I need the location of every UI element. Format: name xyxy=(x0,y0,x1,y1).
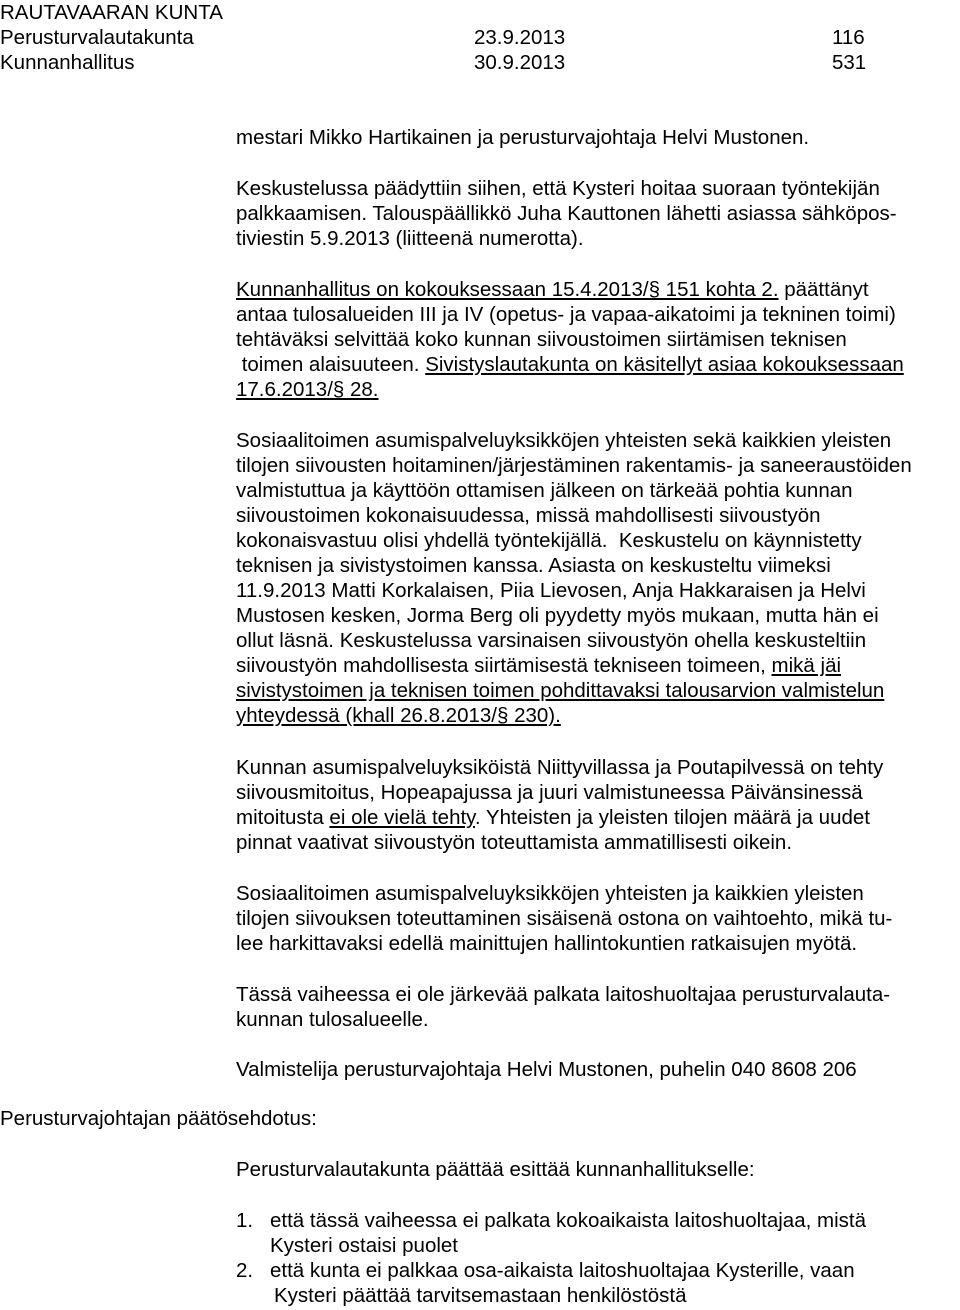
proposal-list xyxy=(236,1208,956,1308)
paragraph-line: tehtäväksi selvittää koko kunnan siivoustoimen siirtämisen teknisen xyxy=(236,328,847,351)
paragraph xyxy=(236,428,956,728)
paragraph-line: teknisen ja sivistystoimen kanssa. Asiasta on keskusteltu viimeksi xyxy=(236,554,831,577)
underlined-reference: 17.6.2013/§ 28. xyxy=(236,378,379,401)
paragraph-line: tilojen siivouksen toteuttaminen sisäisenä ostona on vaihtoehto, mikä tu- xyxy=(236,907,893,930)
list-item-number: 2. xyxy=(236,1259,254,1282)
organization-name: RAUTAVAARAN KUNTA xyxy=(0,1,223,24)
paragraph-line: antaa tulosalueiden III ja IV (opetus- ja vapaa-aikatoimi ja tekninen toimi) xyxy=(236,303,896,326)
header-body-name: Kunnanhallitus xyxy=(0,51,135,74)
underlined-text: sivistystoimen ja teknisen toimen pohdittavaksi talousarvion valmistelun xyxy=(236,679,885,702)
underlined-text: yhteydessä (khall 26.8.2013/§ 230). xyxy=(236,704,561,727)
header-date: 23.9.2013 xyxy=(474,26,566,49)
list-item-line: että tässä vaiheessa ei palkata kokoaikaista laitoshuoltajaa, mistä xyxy=(270,1209,866,1232)
paragraph-line xyxy=(236,277,956,302)
list-item-text xyxy=(270,1258,855,1308)
list-item-text xyxy=(270,1208,866,1258)
paragraph-line: tilojen siivousten hoitaminen/järjestäminen rakentamis- ja saneeraustöiden xyxy=(236,454,912,477)
paragraph xyxy=(236,176,956,251)
header-body-name: Perusturvalautakunta xyxy=(0,26,194,49)
paragraph-line: tiviestin 5.9.2013 (liitteenä numerotta). xyxy=(236,227,584,250)
list-item xyxy=(236,1208,956,1258)
proposal-label: Perusturvajohtajan päätösehdotus: xyxy=(0,1107,317,1130)
text-run: siivoustyön mahdollisesta siirtämisestä tekniseen toimeen, xyxy=(236,654,772,677)
paragraph-line xyxy=(236,352,956,377)
paragraph-line xyxy=(236,377,956,402)
paragraph-line xyxy=(236,805,956,830)
paragraph-line xyxy=(236,678,956,703)
preparer-text: Valmistelija perusturvajohtaja Helvi Mustonen, puhelin 040 8608 206 xyxy=(236,1058,857,1081)
paragraph-line xyxy=(236,653,956,678)
paragraph xyxy=(236,125,956,150)
paragraph-line: Keskustelussa päädyttiin siihen, että Kysteri hoitaa suoraan työntekijän xyxy=(236,177,880,200)
underlined-text: ei ole vielä tehty xyxy=(329,806,475,829)
header-section-number: 531 xyxy=(832,51,867,74)
paragraph-line: pinnat vaativat siivoustyön toteuttamista ammatillisesti oikein. xyxy=(236,831,793,854)
preparer-line xyxy=(236,1057,956,1082)
text-run: päättänyt xyxy=(778,278,869,301)
paragraph-line: siivoustoimen kokonaisuudessa, missä mahdollisesti siivoustyön xyxy=(236,504,821,527)
paragraph-line: Kunnan asumispalveluyksiköistä Niittyvillassa ja Poutapilvessä on tehty xyxy=(236,756,884,779)
underlined-text: mikä jäi xyxy=(771,654,842,677)
paragraph-line: Mustosen kesken, Jorma Berg oli pyydetty myös mukaan, mutta hän ei xyxy=(236,604,879,627)
paragraph-line: kunnan tulosalueelle. xyxy=(236,1008,429,1031)
paragraph-line xyxy=(236,703,956,728)
header-section-number: 116 xyxy=(832,26,865,49)
proposal-intro xyxy=(236,1157,956,1182)
paragraph-line: valmistuttua ja käyttöön ottamisen jälkeen on tärkeää pohtia kunnan xyxy=(236,479,853,502)
paragraph-line: mestari Mikko Hartikainen ja perusturvajohtaja Helvi Mustonen. xyxy=(236,126,810,149)
proposal-intro-text: Perusturvalautakunta päättää esittää kunnanhallitukselle: xyxy=(236,1158,755,1181)
list-item xyxy=(236,1258,956,1308)
paragraph-line: Sosiaalitoimen asumispalveluyksikköjen yhteisten ja kaikkien yleisten xyxy=(236,882,864,905)
list-item-line: että kunta ei palkkaa osa-aikaista laitoshuoltajaa Kysterille, vaan xyxy=(270,1259,855,1282)
paragraph-line: ollut läsnä. Keskustelussa varsinaisen siivoustyön ohella keskusteltiin xyxy=(236,629,867,652)
list-item-number: 1. xyxy=(236,1209,254,1232)
paragraph xyxy=(236,881,956,956)
paragraph-line: kokonaisvastuu olisi yhdellä työntekijällä. Keskustelu on käynnistetty xyxy=(236,529,862,552)
paragraph-line: Sosiaalitoimen asumispalveluyksikköjen yhteisten sekä kaikkien yleisten xyxy=(236,429,892,452)
paragraph xyxy=(236,277,956,402)
underlined-reference: Sivistyslautakunta on käsitellyt asiaa kokouksessaan xyxy=(425,353,904,376)
paragraph-line: palkkaamisen. Talouspäällikkö Juha Kauttonen lähetti asiassa sähköpos- xyxy=(236,202,897,225)
paragraph-line: Tässä vaiheessa ei ole järkevää palkata laitoshuoltajaa perusturvalauta- xyxy=(236,983,891,1006)
text-run: toimen alaisuuteen. xyxy=(236,353,426,376)
list-item-line: Kysteri ostaisi puolet xyxy=(270,1234,459,1257)
underlined-reference: Kunnanhallitus on kokouksessaan 15.4.2013/§ 151 kohta 2. xyxy=(236,278,779,301)
paragraph xyxy=(236,755,956,855)
header-date: 30.9.2013 xyxy=(474,51,566,74)
paragraph xyxy=(236,982,956,1032)
paragraph-line: 11.9.2013 Matti Korkalaisen, Piia Lievosen, Anja Hakkaraisen ja Helvi xyxy=(236,579,866,602)
text-run: mitoitusta xyxy=(236,806,330,829)
text-run: . Yhteisten ja yleisten tilojen määrä ja uudet xyxy=(474,806,870,829)
paragraph-line: lee harkittavaksi edellä mainittujen hallintokuntien ratkaisujen myötä. xyxy=(236,932,858,955)
paragraph-line: siivousmitoitus, Hopeapajussa ja juuri valmistuneessa Päivänsinessä xyxy=(236,781,863,804)
list-item-line: Kysteri päättää tarvitsemastaan henkilöstöstä xyxy=(274,1284,687,1307)
